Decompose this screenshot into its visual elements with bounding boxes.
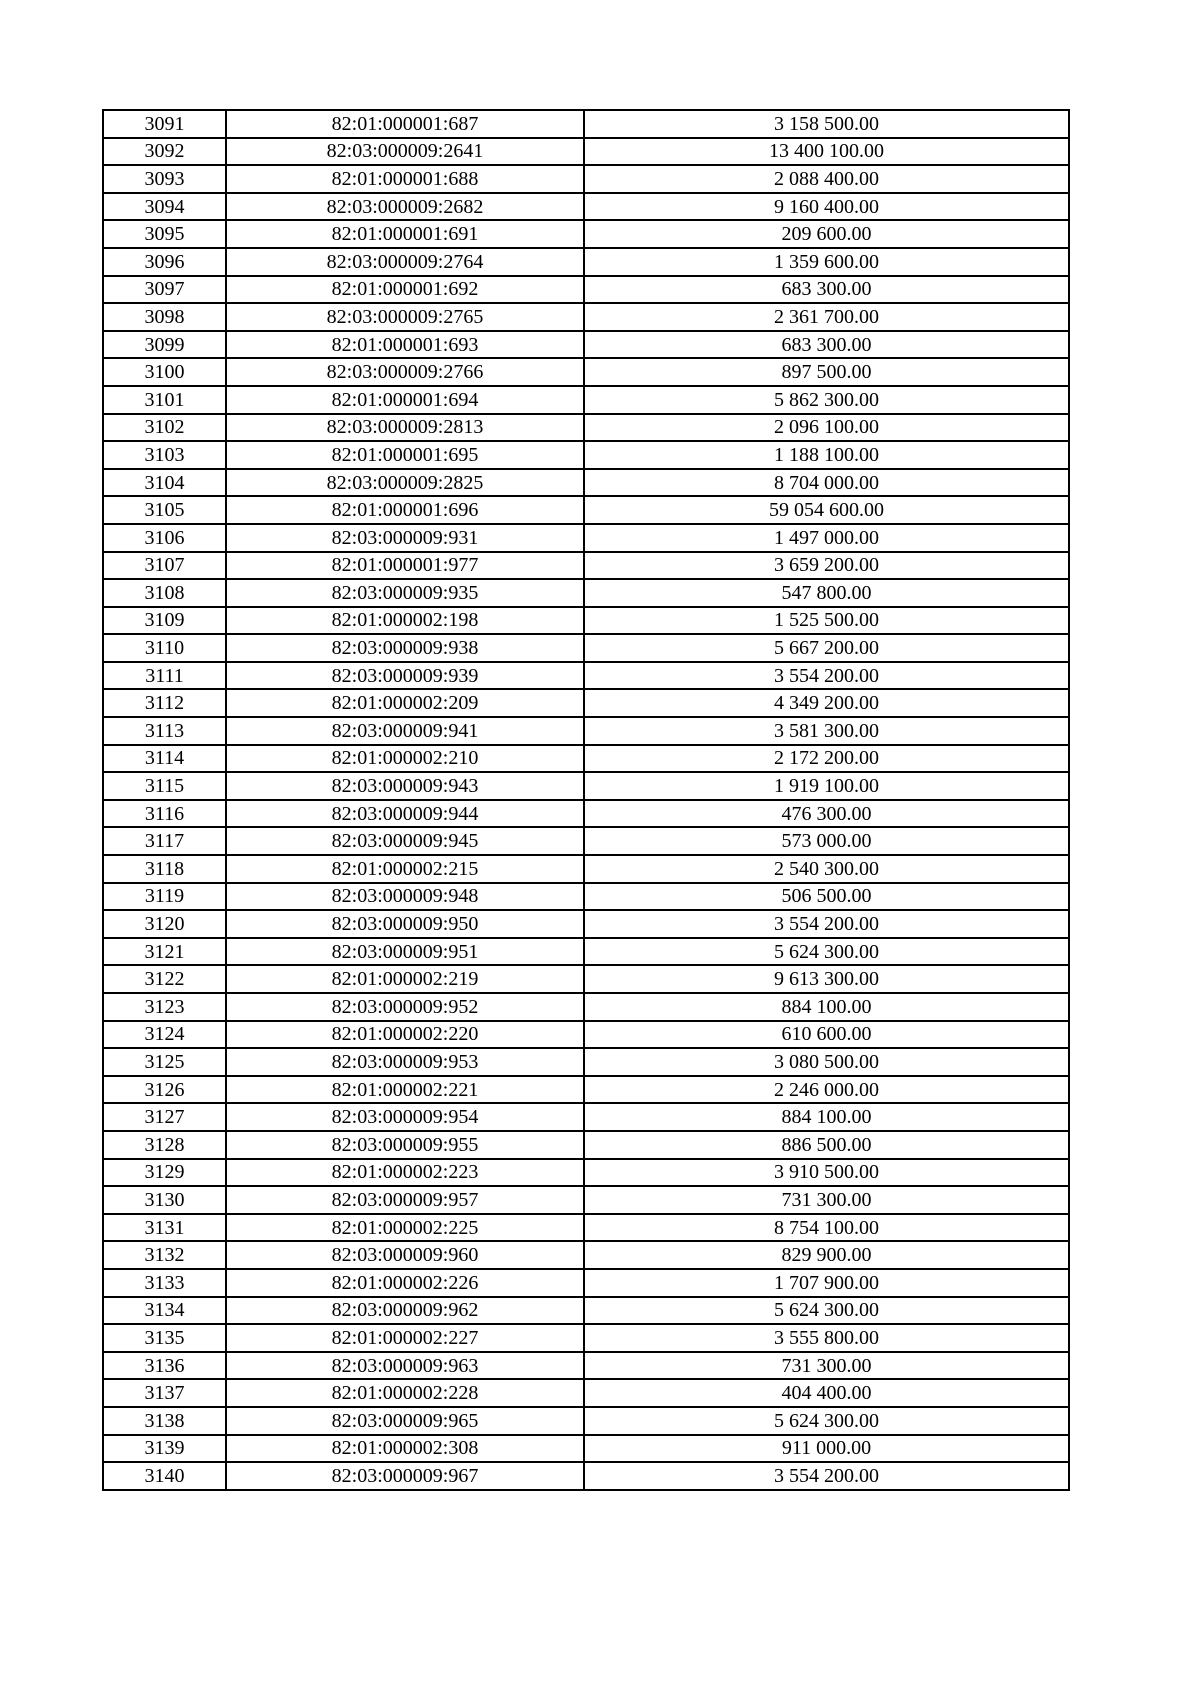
cadastral-number-cell: 82:03:000009:963 bbox=[226, 1352, 584, 1380]
cadastral-number-cell: 82:03:000009:948 bbox=[226, 883, 584, 911]
cadastral-number-cell: 82:03:000009:950 bbox=[226, 910, 584, 938]
table-row bbox=[103, 138, 1069, 166]
row-number-cell: 3105 bbox=[103, 496, 226, 524]
row-number-cell: 3132 bbox=[103, 1241, 226, 1269]
table-row bbox=[103, 469, 1069, 497]
row-number-cell: 3136 bbox=[103, 1352, 226, 1380]
cadastral-value-cell: 829 900.00 bbox=[584, 1241, 1069, 1269]
cadastral-number-cell: 82:03:000009:935 bbox=[226, 579, 584, 607]
row-number-cell: 3118 bbox=[103, 855, 226, 883]
table-row bbox=[103, 1076, 1069, 1104]
table-row bbox=[103, 579, 1069, 607]
cadastral-number-cell: 82:01:000002:210 bbox=[226, 745, 584, 773]
row-number-cell: 3119 bbox=[103, 883, 226, 911]
cadastral-number-cell: 82:03:000009:2766 bbox=[226, 358, 584, 386]
table-row bbox=[103, 1048, 1069, 1076]
cadastral-value-cell: 573 000.00 bbox=[584, 827, 1069, 855]
cadastral-number-cell: 82:01:000002:219 bbox=[226, 965, 584, 993]
cadastral-value-cell: 1 359 600.00 bbox=[584, 248, 1069, 276]
cadastral-number-cell: 82:01:000002:215 bbox=[226, 855, 584, 883]
table-row bbox=[103, 883, 1069, 911]
table-row bbox=[103, 717, 1069, 745]
table-row bbox=[103, 1131, 1069, 1159]
cadastral-value-cell: 2 096 100.00 bbox=[584, 414, 1069, 442]
cadastral-number-cell: 82:03:000009:960 bbox=[226, 1241, 584, 1269]
table-row bbox=[103, 1324, 1069, 1352]
row-number-cell: 3139 bbox=[103, 1435, 226, 1463]
cadastral-number-cell: 82:01:000002:228 bbox=[226, 1379, 584, 1407]
cadastral-value-cell: 3 659 200.00 bbox=[584, 552, 1069, 580]
cadastral-number-cell: 82:01:000002:221 bbox=[226, 1076, 584, 1104]
cadastral-number-cell: 82:03:000009:952 bbox=[226, 993, 584, 1021]
row-number-cell: 3138 bbox=[103, 1407, 226, 1435]
cadastral-number-cell: 82:01:000002:226 bbox=[226, 1269, 584, 1297]
cadastral-value-cell: 683 300.00 bbox=[584, 331, 1069, 359]
table-row bbox=[103, 993, 1069, 1021]
table-row bbox=[103, 1379, 1069, 1407]
cadastral-value-cell: 1 188 100.00 bbox=[584, 441, 1069, 469]
row-number-cell: 3134 bbox=[103, 1297, 226, 1325]
cadastral-value-cell: 5 624 300.00 bbox=[584, 1297, 1069, 1325]
row-number-cell: 3123 bbox=[103, 993, 226, 1021]
table-row bbox=[103, 855, 1069, 883]
table-row bbox=[103, 414, 1069, 442]
row-number-cell: 3140 bbox=[103, 1462, 226, 1490]
table-row bbox=[103, 276, 1069, 304]
cadastral-value-cell: 897 500.00 bbox=[584, 358, 1069, 386]
table-row bbox=[103, 386, 1069, 414]
table-row bbox=[103, 965, 1069, 993]
row-number-cell: 3099 bbox=[103, 331, 226, 359]
row-number-cell: 3131 bbox=[103, 1214, 226, 1242]
row-number-cell: 3115 bbox=[103, 772, 226, 800]
cadastral-number-cell: 82:01:000001:695 bbox=[226, 441, 584, 469]
cadastral-number-cell: 82:03:000009:954 bbox=[226, 1103, 584, 1131]
row-number-cell: 3126 bbox=[103, 1076, 226, 1104]
cadastral-value-cell: 3 910 500.00 bbox=[584, 1159, 1069, 1187]
cadastral-value-cell: 5 667 200.00 bbox=[584, 634, 1069, 662]
table-row bbox=[103, 910, 1069, 938]
cadastral-value-cell: 1 919 100.00 bbox=[584, 772, 1069, 800]
row-number-cell: 3103 bbox=[103, 441, 226, 469]
cadastral-number-cell: 82:01:000002:209 bbox=[226, 689, 584, 717]
cadastral-number-cell: 82:03:000009:938 bbox=[226, 634, 584, 662]
cadastral-value-cell: 886 500.00 bbox=[584, 1131, 1069, 1159]
cadastral-value-cell: 2 361 700.00 bbox=[584, 303, 1069, 331]
cadastral-value-cell: 5 624 300.00 bbox=[584, 938, 1069, 966]
row-number-cell: 3135 bbox=[103, 1324, 226, 1352]
cadastral-number-cell: 82:01:000001:696 bbox=[226, 496, 584, 524]
table-row bbox=[103, 1186, 1069, 1214]
cadastral-number-cell: 82:01:000001:691 bbox=[226, 220, 584, 248]
row-number-cell: 3107 bbox=[103, 552, 226, 580]
cadastral-number-cell: 82:01:000001:693 bbox=[226, 331, 584, 359]
row-number-cell: 3120 bbox=[103, 910, 226, 938]
row-number-cell: 3095 bbox=[103, 220, 226, 248]
cadastral-number-cell: 82:03:000009:931 bbox=[226, 524, 584, 552]
cadastral-value-cell: 476 300.00 bbox=[584, 800, 1069, 828]
cadastral-number-cell: 82:03:000009:2764 bbox=[226, 248, 584, 276]
cadastral-value-cell: 8 704 000.00 bbox=[584, 469, 1069, 497]
table-row bbox=[103, 303, 1069, 331]
table-row bbox=[103, 193, 1069, 221]
cadastral-number-cell: 82:03:000009:939 bbox=[226, 662, 584, 690]
cadastral-value-cell: 13 400 100.00 bbox=[584, 138, 1069, 166]
cadastral-number-cell: 82:03:000009:953 bbox=[226, 1048, 584, 1076]
row-number-cell: 3101 bbox=[103, 386, 226, 414]
row-number-cell: 3121 bbox=[103, 938, 226, 966]
table-row bbox=[103, 165, 1069, 193]
table-row bbox=[103, 1159, 1069, 1187]
cadastral-value-cell: 2 088 400.00 bbox=[584, 165, 1069, 193]
cadastral-value-cell: 3 554 200.00 bbox=[584, 662, 1069, 690]
table-row bbox=[103, 689, 1069, 717]
cadastral-value-cell: 8 754 100.00 bbox=[584, 1214, 1069, 1242]
row-number-cell: 3104 bbox=[103, 469, 226, 497]
row-number-cell: 3114 bbox=[103, 745, 226, 773]
cadastral-number-cell: 82:03:000009:957 bbox=[226, 1186, 584, 1214]
cadastral-value-cell: 209 600.00 bbox=[584, 220, 1069, 248]
row-number-cell: 3109 bbox=[103, 607, 226, 635]
cadastral-number-cell: 82:01:000001:977 bbox=[226, 552, 584, 580]
cadastral-value-cell: 59 054 600.00 bbox=[584, 496, 1069, 524]
row-number-cell: 3129 bbox=[103, 1159, 226, 1187]
table-row bbox=[103, 1435, 1069, 1463]
cadastral-value-cell: 3 554 200.00 bbox=[584, 910, 1069, 938]
cadastral-number-cell: 82:03:000009:967 bbox=[226, 1462, 584, 1490]
cadastral-number-cell: 82:03:000009:945 bbox=[226, 827, 584, 855]
row-number-cell: 3124 bbox=[103, 1021, 226, 1049]
table-row bbox=[103, 1241, 1069, 1269]
cadastral-number-cell: 82:01:000002:227 bbox=[226, 1324, 584, 1352]
row-number-cell: 3117 bbox=[103, 827, 226, 855]
table-row bbox=[103, 1103, 1069, 1131]
table-row bbox=[103, 1021, 1069, 1049]
row-number-cell: 3098 bbox=[103, 303, 226, 331]
row-number-cell: 3096 bbox=[103, 248, 226, 276]
row-number-cell: 3111 bbox=[103, 662, 226, 690]
cadastral-number-cell: 82:03:000009:943 bbox=[226, 772, 584, 800]
cadastral-number-cell: 82:03:000009:955 bbox=[226, 1131, 584, 1159]
cadastral-value-cell: 506 500.00 bbox=[584, 883, 1069, 911]
cadastral-value-cell: 5 862 300.00 bbox=[584, 386, 1069, 414]
table-row bbox=[103, 607, 1069, 635]
table-row bbox=[103, 662, 1069, 690]
table-row bbox=[103, 772, 1069, 800]
cadastral-number-cell: 82:03:000009:2765 bbox=[226, 303, 584, 331]
table-row bbox=[103, 938, 1069, 966]
row-number-cell: 3113 bbox=[103, 717, 226, 745]
cadastral-number-cell: 82:01:000001:694 bbox=[226, 386, 584, 414]
cadastral-value-cell: 3 554 200.00 bbox=[584, 1462, 1069, 1490]
row-number-cell: 3092 bbox=[103, 138, 226, 166]
cadastral-value-cell: 2 172 200.00 bbox=[584, 745, 1069, 773]
table-row bbox=[103, 248, 1069, 276]
cadastral-value-cell: 9 613 300.00 bbox=[584, 965, 1069, 993]
table-row bbox=[103, 524, 1069, 552]
row-number-cell: 3125 bbox=[103, 1048, 226, 1076]
table-row bbox=[103, 1297, 1069, 1325]
row-number-cell: 3128 bbox=[103, 1131, 226, 1159]
cadastral-value-table bbox=[102, 109, 1070, 1491]
cadastral-number-cell: 82:01:000001:688 bbox=[226, 165, 584, 193]
row-number-cell: 3094 bbox=[103, 193, 226, 221]
row-number-cell: 3133 bbox=[103, 1269, 226, 1297]
cadastral-value-cell: 1 707 900.00 bbox=[584, 1269, 1069, 1297]
cadastral-number-cell: 82:01:000001:692 bbox=[226, 276, 584, 304]
cadastral-number-cell: 82:03:000009:2641 bbox=[226, 138, 584, 166]
cadastral-value-cell: 2 540 300.00 bbox=[584, 855, 1069, 883]
row-number-cell: 3091 bbox=[103, 110, 226, 138]
row-number-cell: 3102 bbox=[103, 414, 226, 442]
cadastral-value-cell: 610 600.00 bbox=[584, 1021, 1069, 1049]
cadastral-number-cell: 82:01:000002:308 bbox=[226, 1435, 584, 1463]
row-number-cell: 3097 bbox=[103, 276, 226, 304]
cadastral-value-cell: 9 160 400.00 bbox=[584, 193, 1069, 221]
cadastral-number-cell: 82:01:000002:225 bbox=[226, 1214, 584, 1242]
cadastral-value-cell: 404 400.00 bbox=[584, 1379, 1069, 1407]
cadastral-number-cell: 82:03:000009:944 bbox=[226, 800, 584, 828]
cadastral-value-cell: 1 525 500.00 bbox=[584, 607, 1069, 635]
row-number-cell: 3093 bbox=[103, 165, 226, 193]
table-row bbox=[103, 552, 1069, 580]
row-number-cell: 3112 bbox=[103, 689, 226, 717]
table-row bbox=[103, 358, 1069, 386]
table-row bbox=[103, 441, 1069, 469]
cadastral-number-cell: 82:03:000009:962 bbox=[226, 1297, 584, 1325]
table-row bbox=[103, 496, 1069, 524]
cadastral-number-cell: 82:01:000002:198 bbox=[226, 607, 584, 635]
cadastral-number-cell: 82:03:000009:2825 bbox=[226, 469, 584, 497]
cadastral-number-cell: 82:03:000009:2813 bbox=[226, 414, 584, 442]
cadastral-number-cell: 82:01:000002:223 bbox=[226, 1159, 584, 1187]
table-row bbox=[103, 1462, 1069, 1490]
row-number-cell: 3130 bbox=[103, 1186, 226, 1214]
table-body bbox=[103, 110, 1069, 1490]
row-number-cell: 3100 bbox=[103, 358, 226, 386]
table-row bbox=[103, 1352, 1069, 1380]
table-row bbox=[103, 331, 1069, 359]
table-row bbox=[103, 1269, 1069, 1297]
cadastral-value-cell: 3 158 500.00 bbox=[584, 110, 1069, 138]
table-row bbox=[103, 827, 1069, 855]
table-row bbox=[103, 220, 1069, 248]
cadastral-value-cell: 2 246 000.00 bbox=[584, 1076, 1069, 1104]
cadastral-value-cell: 4 349 200.00 bbox=[584, 689, 1069, 717]
table-row bbox=[103, 745, 1069, 773]
cadastral-value-cell: 1 497 000.00 bbox=[584, 524, 1069, 552]
table-row bbox=[103, 1214, 1069, 1242]
cadastral-number-cell: 82:01:000001:687 bbox=[226, 110, 584, 138]
cadastral-number-cell: 82:03:000009:951 bbox=[226, 938, 584, 966]
row-number-cell: 3122 bbox=[103, 965, 226, 993]
table-row bbox=[103, 110, 1069, 138]
cadastral-value-cell: 3 555 800.00 bbox=[584, 1324, 1069, 1352]
row-number-cell: 3110 bbox=[103, 634, 226, 662]
cadastral-number-cell: 82:03:000009:941 bbox=[226, 717, 584, 745]
cadastral-value-cell: 731 300.00 bbox=[584, 1186, 1069, 1214]
cadastral-number-cell: 82:03:000009:965 bbox=[226, 1407, 584, 1435]
row-number-cell: 3106 bbox=[103, 524, 226, 552]
cadastral-value-cell: 5 624 300.00 bbox=[584, 1407, 1069, 1435]
table-row bbox=[103, 800, 1069, 828]
cadastral-value-cell: 911 000.00 bbox=[584, 1435, 1069, 1463]
cadastral-number-cell: 82:01:000002:220 bbox=[226, 1021, 584, 1049]
row-number-cell: 3137 bbox=[103, 1379, 226, 1407]
cadastral-value-cell: 3 581 300.00 bbox=[584, 717, 1069, 745]
cadastral-number-cell: 82:03:000009:2682 bbox=[226, 193, 584, 221]
table-row bbox=[103, 634, 1069, 662]
cadastral-value-cell: 547 800.00 bbox=[584, 579, 1069, 607]
cadastral-value-cell: 884 100.00 bbox=[584, 1103, 1069, 1131]
cadastral-value-cell: 683 300.00 bbox=[584, 276, 1069, 304]
table-row bbox=[103, 1407, 1069, 1435]
cadastral-value-cell: 3 080 500.00 bbox=[584, 1048, 1069, 1076]
cadastral-value-cell: 731 300.00 bbox=[584, 1352, 1069, 1380]
row-number-cell: 3108 bbox=[103, 579, 226, 607]
cadastral-value-cell: 884 100.00 bbox=[584, 993, 1069, 1021]
row-number-cell: 3127 bbox=[103, 1103, 226, 1131]
row-number-cell: 3116 bbox=[103, 800, 226, 828]
